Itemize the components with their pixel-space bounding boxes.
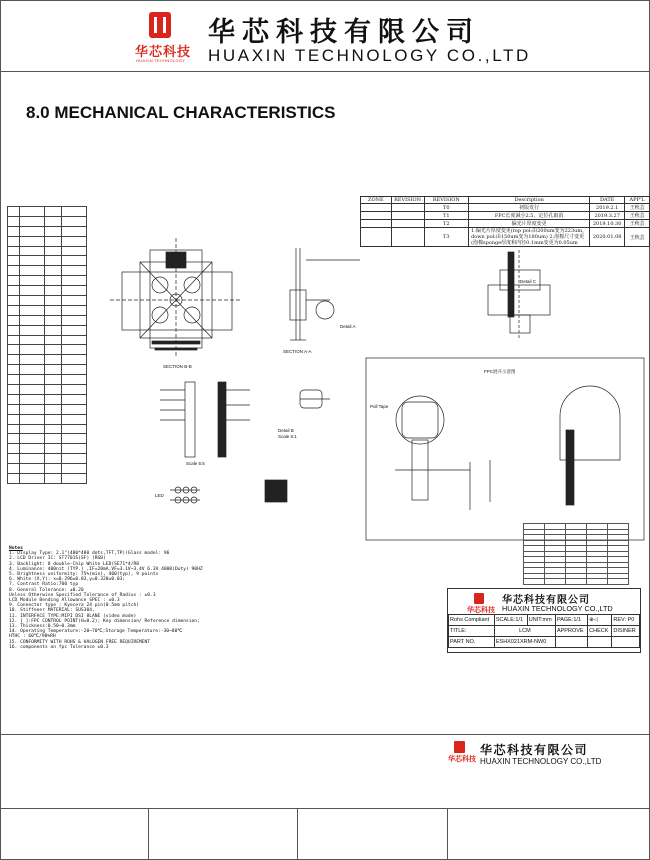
footer-logo-mark-icon [454, 741, 465, 753]
logo-en-text: HUAXIN TECHNOLOGY [136, 58, 186, 63]
title-block-logo [466, 593, 495, 615]
note-line: 11. INTERFACE TYPE:MIPI DSI 8LANE (video mode) [9, 613, 137, 619]
fpc-unfold-box [366, 358, 644, 540]
title-block [447, 588, 641, 653]
footer-logo-text: 华芯科技 [448, 756, 476, 763]
tb-part-label: PART NO. [449, 637, 495, 648]
note-line: 7. Contrast Ratio:700 typ [9, 582, 79, 588]
revision-row: T3 1.偏光片厚度变更(top pol:由200um变为223um，down pol:由150um变为180um) 2.泡棉尺寸变更(泡棉sponge厚度和内径0.1mm变更为0.05um 2020.01.08 王秋芸 [361, 228, 650, 247]
tb-logo-text: 华芯科技 [467, 607, 495, 614]
rev-col-revision: REVISION [424, 197, 469, 204]
footer-top-divider [0, 734, 650, 735]
label-detail-c: Detail C [520, 279, 537, 284]
note-line: 14. Operating Temperature:-20~70℃;Storage Temperature:-30~80℃ [9, 629, 183, 635]
rev-col-description: Description [469, 197, 590, 204]
note-line: 3. Backlight: 8 double-Chip White LED(SE71*4/R8 [9, 561, 139, 567]
company-name-cn: 华芯科技有限公司 [208, 17, 480, 48]
label-detail-a: Detail A [340, 324, 356, 329]
label-fpc: FPC展开示意图 [484, 369, 516, 374]
rev-col-revision-no: REVISION [391, 197, 424, 204]
label-scale-55: Scale 5:5 [186, 461, 205, 466]
footer-company-en: HUAXIN TECHNOLOGY CO.,LTD [480, 757, 602, 766]
tb-logo-mark-icon [474, 593, 484, 604]
connector-detail [160, 382, 330, 503]
note-line: 1. Display Type: 2.1"(480*480 dots,TFT,TP)(Glass model: 96 [9, 551, 170, 557]
note-line: 13. Thickness:0.50~0.3mm [9, 624, 76, 630]
revision-row: T2 偏光片厚度变更 2019.10.30 王秋芸 [361, 220, 650, 228]
tb-company-cn: 华芯科技有限公司 [502, 595, 590, 606]
footer-cell-divider [297, 808, 298, 860]
rev-col-zone: ZONE [361, 197, 392, 204]
tb-check: CHECK [588, 626, 612, 637]
tb-company-en: HUAXIN TECHNOLOGY CO.,LTD [502, 604, 613, 613]
note-line: 16. components on fpc Tolerance ±0.3 [9, 644, 109, 650]
logo-mark-icon [149, 12, 171, 38]
footer-bottom-divider [0, 808, 650, 809]
footer-company-cn: 华芯科技有限公司 [480, 743, 589, 757]
company-name-en: HUAXIN TECHNOLOGY CO.,LTD [208, 46, 531, 65]
tb-scale: SCALE:1/1 [494, 615, 527, 626]
material-row [524, 579, 629, 585]
tb-page: PAGE:1/1 [555, 615, 587, 626]
note-line: 4. Luminance: 400nit (TYP.) ,IF=20mA,VF=3.1V~3.4V 6.3V 4000(Duty) 90HZ [9, 566, 203, 572]
label-led: LED [155, 493, 164, 498]
note-line: HTHC : 60℃/90%RH [9, 634, 56, 640]
tb-title-label: TITLE: [449, 626, 495, 637]
revision-row: T0 初版发行 2019.2.1 王秋芸 [361, 204, 650, 212]
header-divider [0, 71, 650, 72]
note-line: 9. Connector type : Kyocera 24 pin(0.5mm pitch) [9, 603, 139, 609]
footer-logo [448, 741, 476, 763]
label-scale-51: Scale 5:1 [278, 434, 297, 439]
front-view [110, 238, 240, 358]
tb-rohs: Rohs Compliant [449, 615, 495, 626]
tb-unit: UNIT:mm [527, 615, 555, 626]
note-line: 2. LCD Driver IC: ST7701S(SF) (RGB) [9, 556, 106, 562]
label-pull-tape: Pull Tape [370, 404, 389, 409]
tb-title-value: LCM [494, 626, 555, 637]
tb-rev: REV: P0 [612, 615, 640, 626]
footer-cell-divider [148, 808, 149, 860]
rev-col-appl: APP'L [625, 197, 650, 204]
section-title: 8.0 MECHANICAL CHARACTERISTICS [26, 103, 336, 122]
notes-heading: Notes [9, 546, 23, 551]
label-section-bb: SECTION B-B [163, 364, 192, 369]
notes-block [9, 546, 203, 650]
note-line: 12. [ ]:FPC CONTROL POINT(H=0.2); Key dimension/ Reference dimension; [9, 618, 200, 624]
note-line: 8. General Tolerance: ±0.20 [9, 587, 84, 593]
note-line: Unless Otherwise Specified Tolerance of Radius : ±0.3 [9, 592, 156, 598]
note-line: 5. Brightness uniformity: 75%(min), 400(typ), 9 points [9, 572, 159, 578]
note-line: LCD Module Bending Allowance SPEC : ±0.3 [9, 598, 120, 604]
logo-cn-text: 华芯科技 [135, 44, 192, 59]
label-section-aa: SECTION A-A [283, 349, 312, 354]
footer-cell-divider [447, 808, 448, 860]
tb-disiner: DISINER [612, 626, 640, 637]
tb-approve: APPROVE [555, 626, 587, 637]
note-line: 15. CONFORMITY WITH ROHS & HALOGEN FREE REQUIREMENT [9, 639, 151, 645]
revision-row: T1 FPC长度減小2.5，定位孔取消 2019.3.27 王秋芸 [361, 212, 650, 220]
note-line: 6. White (X,Y): x=0.296±0.03,y=0.320±0.03; [9, 577, 126, 583]
title-block-grid [448, 614, 640, 648]
fpc-top-view [488, 250, 550, 340]
company-logo [135, 12, 192, 66]
label-detail-b: Detail B [278, 428, 294, 433]
note-line: 10. Stiffener MATERIAL: SUS304, [9, 608, 95, 614]
rev-col-date: DATE [590, 197, 625, 204]
tb-part-value: ESHX021XRM-NW0 [494, 637, 555, 648]
material-list-table [523, 523, 629, 585]
tb-projection-icon: ⊕◁ [588, 615, 612, 626]
